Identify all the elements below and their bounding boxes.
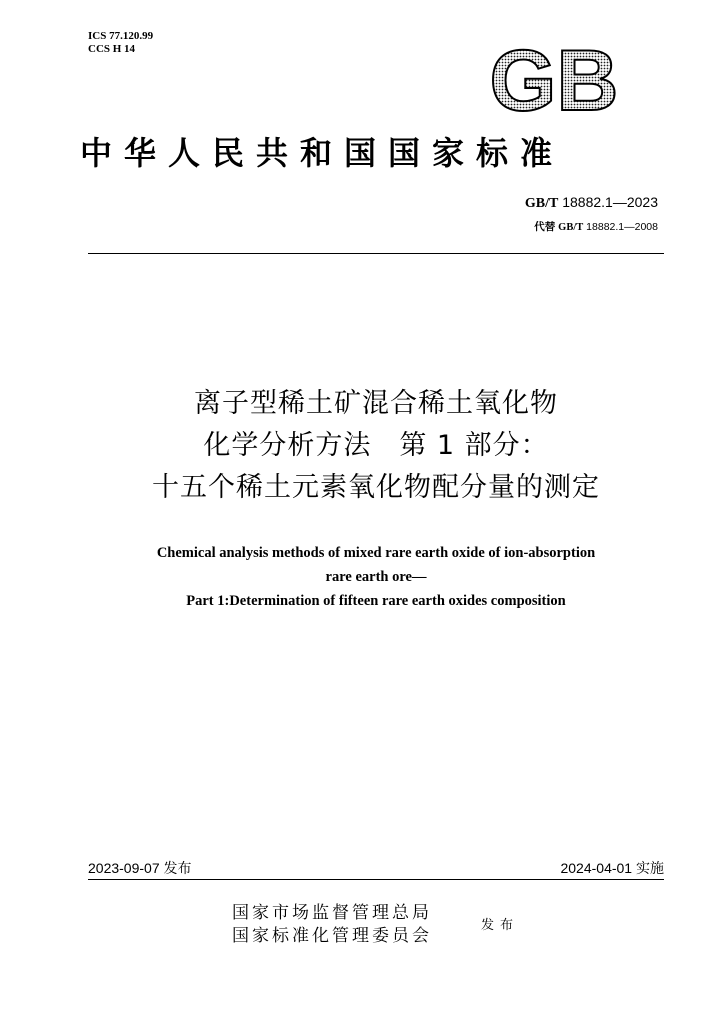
chinese-title-line-3: 十五个稀土元素氧化物配分量的测定 xyxy=(152,472,600,503)
english-title xyxy=(88,541,664,613)
issuer-line-1: 国家市场监督管理总局 xyxy=(232,903,432,923)
issuing-authorities xyxy=(232,902,432,948)
ics-code: ICS 77.120.99 xyxy=(88,30,154,42)
english-title-line-2: rare earth ore— xyxy=(325,569,427,585)
english-title-line-3: Part 1:Determination of fifteen rare earth oxides composition xyxy=(186,593,566,609)
standard-number-prefix: GB/T xyxy=(524,196,559,211)
issue-action: 发布 xyxy=(481,918,520,933)
gb-logo xyxy=(486,40,622,118)
standard-title: 中华人民共和国国家标准 xyxy=(80,134,565,172)
standard-number-value: 18882.1—2023 xyxy=(562,194,658,210)
implementation-date: 2024-04-01 实施 xyxy=(560,860,664,876)
chinese-title xyxy=(88,383,664,509)
standard-number xyxy=(525,194,658,212)
replaces-prefix: GB/T xyxy=(558,222,584,233)
gb-logo-text: GB xyxy=(489,40,619,118)
english-title-line-1: Chemical analysis methods of mixed rare earth oxide of ion-absorption xyxy=(156,545,596,561)
chinese-title-line-1: 离子型稀土矿混合稀土氧化物 xyxy=(194,388,558,419)
issuer-line-2: 国家标准化管理委员会 xyxy=(232,926,432,946)
footer-divider xyxy=(88,879,664,880)
chinese-title-line-2: 化学分析方法 第 1 部分： xyxy=(203,430,549,461)
header-divider xyxy=(88,253,664,254)
replaces-standard xyxy=(534,219,658,234)
replaces-label: 代替 xyxy=(534,221,556,233)
classification-codes xyxy=(88,30,153,56)
ccs-code: CCS H 14 xyxy=(88,43,136,55)
replaces-number: 18882.1—2008 xyxy=(586,221,658,233)
issue-date: 2023-09-07 发布 xyxy=(88,860,192,876)
